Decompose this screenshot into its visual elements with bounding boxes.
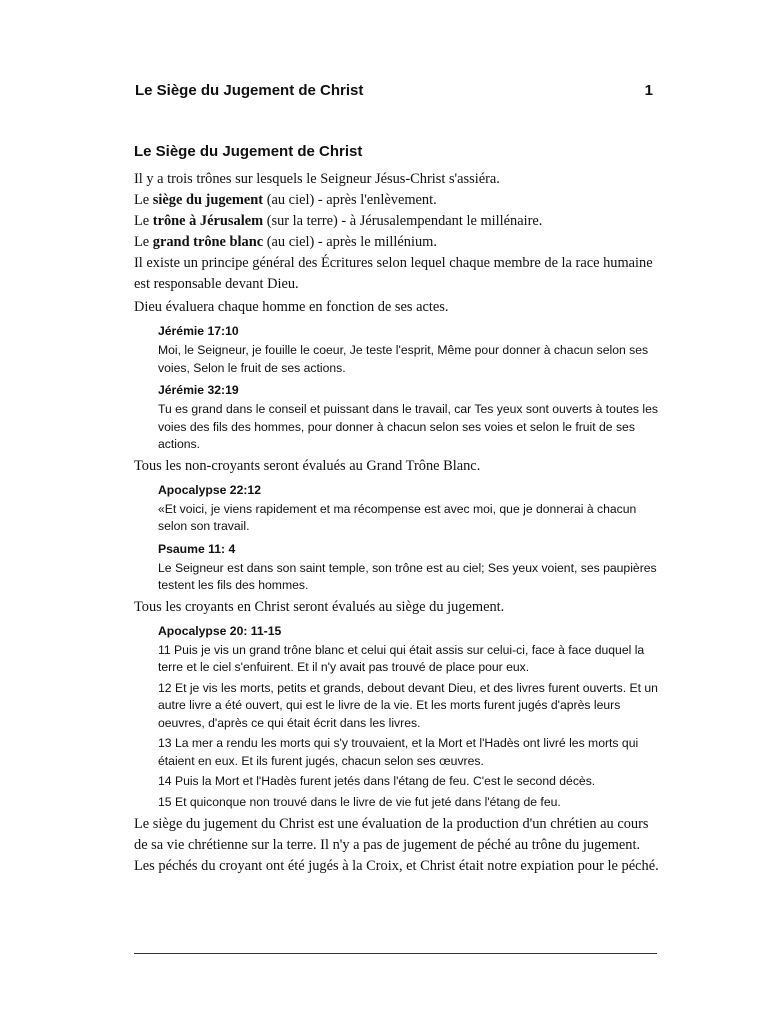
scripture-quote-apocalypse-22 [158,481,662,536]
scripture-text: Le Seigneur est dans son saint temple, son trône est au ciel; Ses yeux voient, ses paupières testent les fils des hommes. [158,560,657,592]
scripture-quote-jeremie-32 [158,381,662,454]
scripture-quote-jeremie-17 [158,322,662,377]
scripture-verse: 15 Et quiconque non trouvé dans le livre de vie fut jeté dans l'étang de feu. [158,794,561,809]
scripture-reference: Apocalypse 20: 11-15 [158,623,282,638]
footer-divider [134,953,657,954]
throne-line-3: Le grand trône blanc (au ciel) - après le millénium. [134,234,437,250]
page-header [135,82,653,106]
scripture-verse: 14 Puis la Mort et l'Hadès furent jetés dans l'étang de feu. C'est le second décès. [158,774,596,788]
conclusion-paragraph: Le siège du jugement du Christ est une évaluation de la production d'un chrétien au cours de sa vie chrétienne sur la terre. Il n'y a pas de jugement de péché au trône du jugement. Les péchés du croyant ont été jugés à la Croix, et Christ était notre expiation pour le péché. [134,816,659,874]
unbelievers-paragraph: Tous les non-croyants seront évalués au Grand Trône Blanc. [134,457,481,474]
scripture-reference: Jérémie 32:19 [158,383,239,397]
evaluate-paragraph: Dieu évaluera chaque homme en fonction de ses actes. [134,299,449,315]
throne-line-2: Le trône à Jérusalem (sur la terre) - à Jérusalempendant le millénaire. [134,213,543,229]
header-title: Le Siège du Jugement de Christ [135,82,364,99]
scripture-reference: Jérémie 17:10 [158,324,239,338]
section-heading: Le Siège du Jugement de Christ [134,143,363,160]
scripture-verse: 12 Et je vis les morts, petits et grands, debout devant Dieu, et des livres furent ouverts. Et un autre livre a été ouvert, qui est le livre de la vie. Et les morts furent jugés d'après leurs oeuvres, d'après ce qui était écrit dans les livres. [158,680,658,730]
scripture-verse: 13 La mer a rendu les morts qui s'y trouvaient, et la Mort et l'Hadès ont livré les morts qui étaient en eux. Et ils furent jugés, chacun selon ses œuvres. [158,736,639,768]
scripture-quote-apocalypse-20 [158,622,662,812]
principle-paragraph: Il existe un principe général des Écritures selon lequel chaque membre de la race humaine est responsable devant Dieu. [134,255,653,292]
scripture-text: Moi, le Seigneur, je fouille le coeur, Je teste l'esprit, Même pour donner à chacun selon ses voies, Selon le fruit de ses actions. [158,343,649,375]
scripture-text: «Et voici, je viens rapidement et ma récompense est avec moi, que je donnerai à chacun selon son travail. [158,501,637,533]
scripture-text: Tu es grand dans le conseil et puissant dans le travail, car Tes yeux sont ouverts à toutes les voies des fils des hommes, pour donner à chacun selon ses voies et selon le fruit de ses actions. [158,402,658,451]
scripture-quote-psaume-11 [158,540,662,595]
page-number: 1 [644,82,653,99]
document-body [134,141,662,877]
scripture-reference: Apocalypse 22:12 [158,482,261,497]
scripture-reference: Psaume 11: 4 [158,541,236,556]
throne-line-1: Le siège du jugement (au ciel) - après l'enlèvement. [134,192,437,208]
believers-paragraph: Tous les croyants en Christ seront évalués au siège du jugement. [134,598,505,615]
scripture-verse: 11 Puis je vis un grand trône blanc et celui qui était assis sur celui-ci, face à face duquel la terre et le ciel s'enfuirent. Et il n'y avait pas trouvé de place pour eux. [158,642,645,674]
intro-paragraph: Il y a trois trônes sur lesquels le Seigneur Jésus-Christ s'assiéra. [134,171,500,187]
